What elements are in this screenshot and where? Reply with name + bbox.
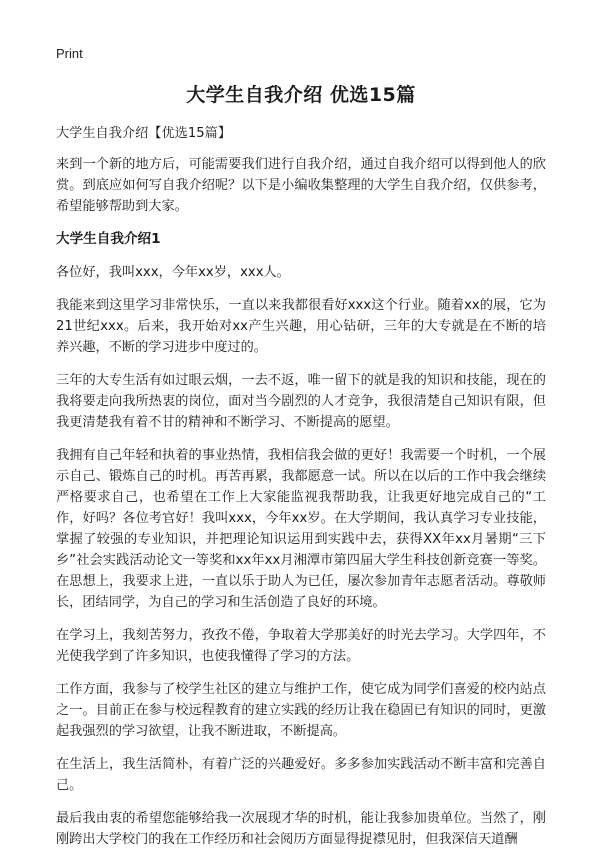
page-title: 大学生自我介绍 优选15篇 bbox=[186, 84, 416, 106]
paragraph-3: 三年的大专生活有如过眼云烟，一去不返，唯一留下的就是我的知识和技能，现在的我将要走向我所热衷的岗位，面对当今剧烈的人才竞争，我很清楚自己知识有限，但我更清楚我有着不甘的精神和不断学习、不断提高的愿望。 bbox=[56, 373, 546, 430]
paragraph-6: 工作方面，我参与了校学生社区的建立与维护工作，使它成为同学们喜爱的校内站点之一。目前正在参与校远程教育的建立实践的经历让我在稳固已有知识的同时，更激起我强烈的学习欲望，让我不断进取，不断提高。 bbox=[56, 682, 546, 739]
paragraph-5: 在学习上，我刻苦努力，孜孜不倦，争取着大学那美好的时光去学习。大学四年，不光使我学到了许多知识，也使我懂得了学习的方法。 bbox=[56, 628, 546, 664]
paragraph-7: 在生活上，我生活简朴，有着广泛的兴趣爱好。多多参加实践活动不断丰富和完善自己。 bbox=[56, 757, 546, 793]
paragraph-4: 我拥有自己年轻和执着的事业热情，我相信我会做的更好！我需要一个时机，一个展示自己、锻炼自己的时机。再苦再累，我都愿意一试。所以在以后的工作中我会继续严格要求自己，也希望在工作上大家能监视我帮助我，让我更好地完成自己的“工作，好吗？各位考官好！我叫xxx，今年xx岁。在大学期间，我认真学习专业技能，掌握了较强的专业知识，并把理论知识运用到实践中去，获得XX年xx月暑期“三下乡”社会实践活动论文一等奖和xx年xx月湘潭市第四届大学生科技创新竞赛一等奖。在思想上，我要求上进，一直以乐于助人为已任，屡次参加青年志愿者活动。尊敬师长，团结同学，为自己的学习和生活创造了良好的环境。 bbox=[56, 448, 546, 610]
document-page bbox=[56, 80, 546, 862]
document-subtitle: 大学生自我介绍【优选15篇】 bbox=[56, 126, 232, 141]
section-heading: 大学生自我介绍1 bbox=[56, 231, 161, 247]
intro-paragraph: 来到一个新的地方后，可能需要我们进行自我介绍，通过自我介绍可以得到他人的欣赏。到底应如何写自我介绍呢？以下是小编收集整理的大学生自我介绍，仅供参考，希望能够帮助到大家。 bbox=[56, 157, 546, 214]
print-link[interactable]: Print bbox=[56, 46, 83, 61]
paragraph-8: 最后我由衷的希望您能够给我一次展现才华的时机，能让我参加贵单位。当然了，刚刚跨出大学校门的我在工作经历和社会阅历方面显得捉襟见肘，但我深信天道酬 bbox=[56, 811, 546, 847]
paragraph-1: 各位好，我叫xxx，今年xx岁，xxx人。 bbox=[56, 265, 290, 280]
paragraph-2: 我能来到这里学习非常快乐，一直以来我都很看好xxx这个行业。随着xx的展，它为21世纪xxx。后来，我开始对xx产生兴趣，用心钻研，三年的大专就是在不断的培养兴趣，不断的学习进步中度过的。 bbox=[56, 298, 546, 355]
